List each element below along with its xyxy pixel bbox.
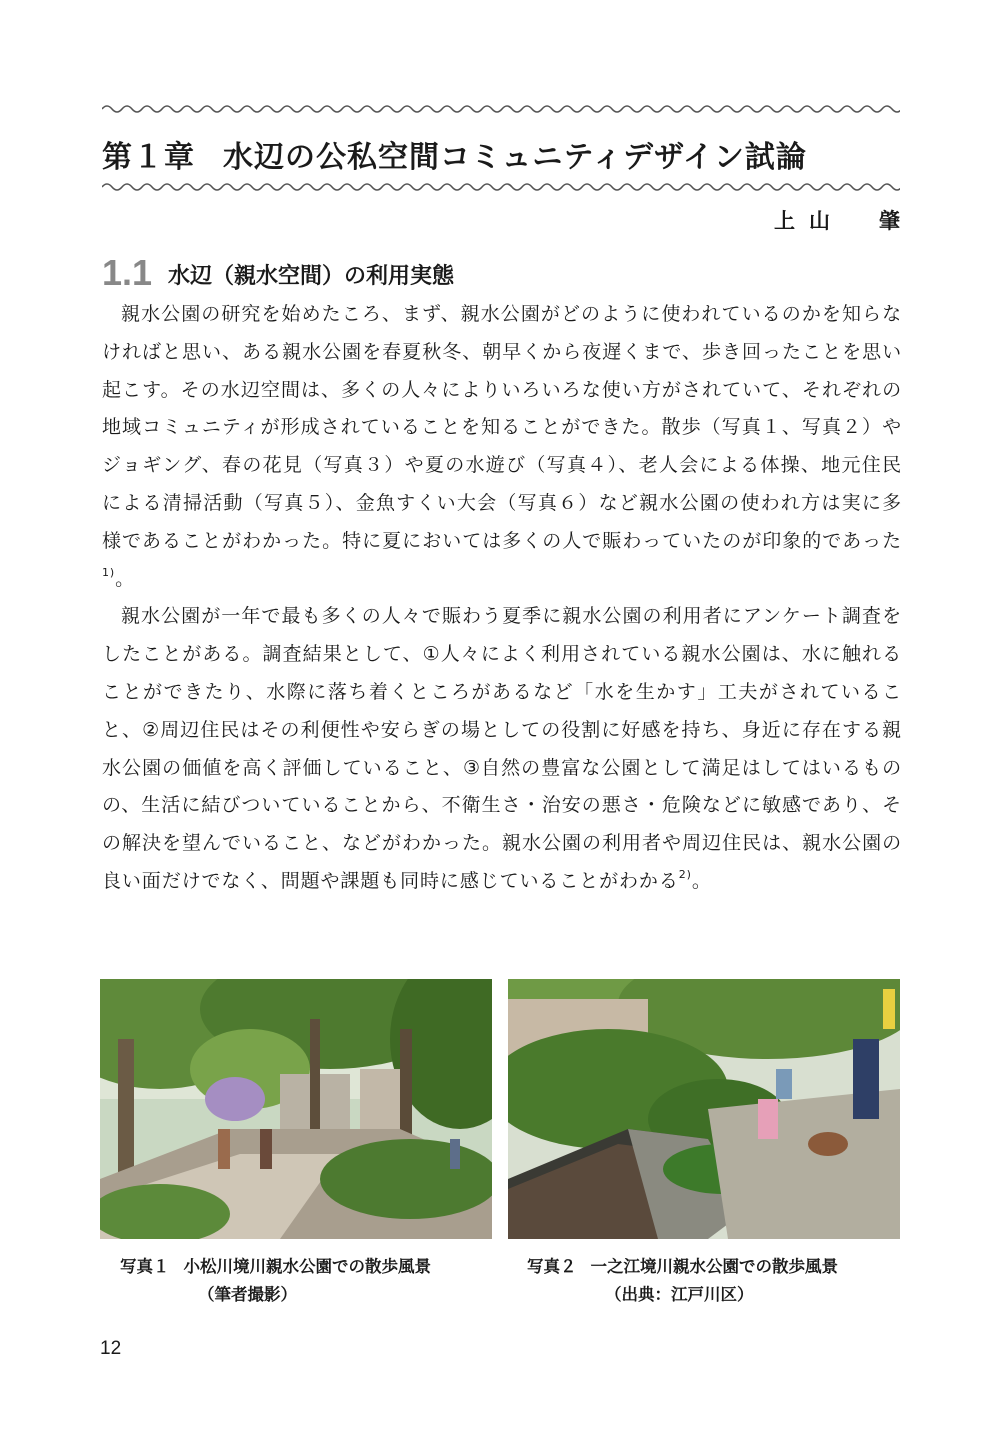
paragraph-end: 。 [115, 567, 135, 590]
bottom-wavy-rule [102, 181, 900, 193]
reference-marker: 1) [102, 565, 116, 579]
body-text [102, 296, 902, 901]
author-name: 上山 肇 [774, 209, 914, 233]
chapter-title [102, 132, 902, 176]
photo-2-caption-text: 一之江境川親水公園での散歩風景 [590, 1257, 838, 1276]
photo-1 [100, 979, 492, 1239]
photo-1-credit: （筆者撮影） [198, 1285, 297, 1304]
chapter-title-text: 水辺の公私空間コミュニティデザイン試論 [223, 140, 807, 175]
photo-2 [508, 979, 900, 1239]
paragraph-end: 。 [691, 869, 712, 892]
paragraph [102, 296, 902, 598]
photo-1-label: 写真１ [120, 1257, 170, 1276]
photo-2-caption [527, 1253, 838, 1309]
photo-1-caption [120, 1253, 431, 1309]
section-title: 水辺（親水空間）の利用実態 [168, 264, 455, 289]
photo-1-caption-text: 小松川境川親水公園での散歩風景 [183, 1257, 431, 1276]
top-wavy-rule [102, 103, 900, 115]
chapter-number: 第１章 [102, 140, 195, 175]
photo-2-credit: （出典：江戸川区） [605, 1285, 754, 1304]
page-number: 12 [100, 1338, 122, 1359]
paragraph-text: 親水公園が一年で最も多くの人々で賑わう夏季に親水公園の利用者にアンケート調査をしたことがある。調査結果として、①人々によく利用されている親水公園は、水に触れることができたり、水際に落ち着くところがあるなど「水を生かす」工夫がされていること、②周辺住民はその利便性や安らぎの場としての役割に好感を持ち、身近に存在する親水公園の価値を高く評価していること、③自然の豊富な公園として満足はしてはいるものの、生活に結びついていることから、不衛生さ・治安の悪さ・危険などに敏感であり、その解決を望んでいること、などがわかった。親水公園の利用者や周辺住民は、親水公園の良い面だけでなく、問題や課題も同時に感じていることがわかる [102, 605, 902, 892]
paragraph-text: 親水公園の研究を始めたころ、まず、親水公園がどのように使われているのかを知らなければと思い、ある親水公園を春夏秋冬、朝早くから夜遅くまで、歩き回ったことを思い起こす。その水辺空間は、多くの人々によりいろいろな使い方がされていて、それぞれの地域コミュニティが形成されていることを知ることができた。散歩（写真１、写真２）やジョギング、春の花見（写真３）や夏の水遊び（写真４）、老人会による体操、地元住民による清掃活動（写真５）、金魚すくい大会（写真６）など親水公園の使われ方は実に多様であることがわかった。特に夏においては多くの人で賑わっていたのが印象的であった [102, 303, 902, 552]
photo-2-label: 写真２ [527, 1257, 577, 1276]
paragraph [102, 598, 902, 900]
section-number: 1.1 [102, 252, 153, 293]
section-heading [102, 252, 454, 294]
reference-marker: 2) [678, 867, 692, 881]
